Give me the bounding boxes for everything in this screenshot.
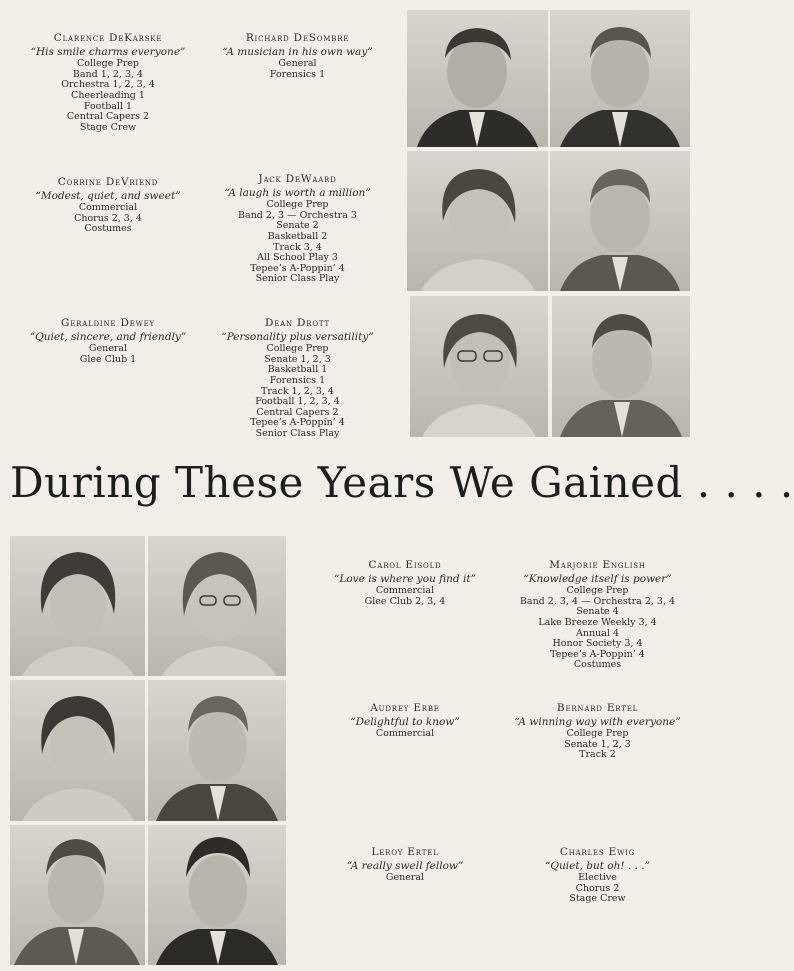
student-quote: “A winning way with everyone”	[514, 715, 681, 728]
student-quote: “Quiet, sincere, and friendly”	[29, 330, 187, 343]
activities-list	[310, 729, 500, 740]
activity-item: College Prep	[566, 585, 629, 597]
activity-item: Glee Club 2, 3, 4	[364, 595, 446, 607]
activity-item: Forensics 1	[269, 68, 326, 80]
activity-item: General	[88, 343, 128, 355]
activity-item: Stage Crew	[569, 893, 626, 905]
portrait-photo	[550, 10, 690, 147]
student-quote: “Personality plus versatility”	[221, 330, 374, 343]
activity-item: Elective	[578, 872, 617, 884]
student-name: Corrine DeVriend	[57, 176, 159, 188]
activity-item: Senate 1, 2, 3	[264, 353, 331, 365]
page-heading: During These Years We Gained . . . .	[10, 458, 794, 507]
activity-item: College Prep	[566, 728, 629, 740]
entry-clarence-dekarske	[18, 33, 198, 133]
activity-item: Senate 1, 2, 3	[564, 738, 631, 750]
activity-item: Lake Breeze Weekly 3, 4	[538, 616, 657, 628]
activity-item: Tepee’s A-Poppin’ 4	[550, 648, 645, 660]
portrait-photo	[407, 10, 548, 147]
activity-item: All School Play 3	[257, 252, 338, 264]
activity-item: Basketball 2	[267, 230, 328, 242]
activities-list	[500, 729, 695, 761]
activities-list	[18, 59, 198, 133]
portrait-photo	[10, 536, 145, 676]
activities-list	[200, 59, 395, 80]
activity-item: Commercial	[375, 585, 435, 597]
activity-item: Costumes	[84, 223, 132, 235]
activity-item: Forensics 1	[269, 374, 326, 386]
entry-carol-eisold	[310, 560, 500, 607]
entry-bernard-ertel	[500, 703, 695, 761]
activity-item: Football 1, 2, 3, 4	[255, 396, 340, 408]
activities-list	[18, 203, 198, 235]
entry-marjorie-english	[500, 560, 695, 671]
activity-item: Stage Crew	[79, 121, 137, 133]
student-quote: “His smile charms everyone”	[30, 45, 186, 58]
activity-item: College Prep	[266, 343, 329, 355]
activities-list	[18, 344, 198, 365]
student-name: Audrey Erbe	[370, 702, 440, 714]
activity-item: General	[278, 58, 317, 70]
student-quote: “Delightful to know”	[350, 715, 460, 728]
entry-geraldine-dewey	[18, 318, 198, 365]
student-quote: “A musician in his own way”	[222, 45, 373, 58]
activity-item: Cheerleading 1	[71, 89, 145, 101]
portrait-photo	[10, 680, 145, 821]
student-name: Richard DeSombre	[245, 32, 350, 44]
student-quote: “A laugh is worth a million”	[224, 186, 371, 199]
activity-item: Tepee’s A-Poppin’ 4	[250, 417, 345, 429]
activity-item: Chorus 2, 3, 4	[74, 212, 142, 224]
activity-item: Senate 2	[276, 220, 319, 232]
activity-item: Orchestra 1, 2, 3, 4	[61, 79, 155, 91]
portrait-photo	[148, 536, 286, 676]
student-quote: “Quiet, but oh! . . .”	[545, 859, 650, 872]
activity-item: Senate 4	[576, 606, 619, 618]
student-name: Carol Eisold	[368, 559, 442, 571]
student-name: Marjorie English	[549, 559, 646, 571]
portrait-photo	[148, 680, 286, 821]
entry-charles-ewig	[500, 847, 695, 905]
activities-list	[500, 586, 695, 671]
student-name: Dean Drott	[265, 317, 330, 329]
activity-item: Band 1, 2, 3, 4	[72, 68, 144, 80]
activity-item: Track 3, 4	[273, 241, 322, 253]
activity-item: Central Capers 2	[256, 406, 339, 418]
entry-leroy-ertel	[310, 847, 500, 884]
student-quote: “Modest, quiet, and sweet”	[35, 189, 181, 202]
activity-item: Tepee’s A-Poppin’ 4	[250, 262, 345, 274]
activity-item: Senior Class Play	[255, 273, 340, 285]
activities-list	[500, 873, 695, 905]
portrait-photo	[407, 151, 548, 291]
activity-item: General	[385, 872, 425, 884]
activities-list	[200, 200, 395, 285]
portrait-photo	[148, 825, 286, 965]
portrait-photo	[552, 296, 690, 437]
activities-list	[310, 873, 500, 884]
entry-richard-desombre	[200, 33, 395, 80]
entry-corrine-devriend	[18, 177, 198, 235]
activity-item: Central Capers 2	[66, 111, 150, 123]
activity-item: Commercial	[78, 202, 138, 214]
activity-item: Track 1, 2, 3, 4	[261, 385, 334, 397]
student-quote: “Knowledge itself is power”	[523, 572, 672, 585]
student-name: Jack DeWaard	[258, 173, 337, 185]
student-name: Clarence DeKarske	[53, 32, 163, 44]
student-quote: “A really swell fellow”	[346, 859, 464, 872]
activity-item: Annual 4	[576, 627, 619, 639]
activity-item: Band 2, 3 — Orchestra 3	[238, 209, 357, 221]
activity-item: College Prep	[76, 58, 140, 70]
activity-item: Band 2, 3, 4 — Orchestra 2, 3, 4	[519, 595, 676, 607]
student-name: Geraldine Dewey	[61, 317, 155, 329]
student-name: Charles Ewig	[559, 846, 636, 858]
student-name: Bernard Ertel	[556, 702, 639, 714]
activity-item: Glee Club 1	[79, 353, 137, 365]
activity-item: College Prep	[266, 199, 329, 211]
activities-list	[200, 344, 395, 439]
entry-dean-drott	[200, 318, 395, 440]
activity-item: Football 1	[83, 100, 133, 112]
entry-jack-dewaard	[200, 174, 395, 285]
portrait-photo	[550, 151, 690, 291]
activities-list	[310, 586, 500, 607]
student-name: Leroy Ertel	[371, 846, 439, 858]
activity-item: Chorus 2	[575, 882, 620, 894]
student-quote: “Love is where you find it”	[334, 572, 476, 585]
activity-item: Senior Class Play	[255, 427, 340, 439]
activity-item: Basketball 1	[267, 364, 328, 376]
portrait-photo	[410, 296, 548, 437]
activity-item: Costumes	[573, 659, 622, 671]
activity-item: Commercial	[375, 728, 435, 740]
portrait-photo	[10, 825, 145, 965]
entry-audrey-erbe	[310, 703, 500, 740]
activity-item: Honor Society 3, 4	[552, 638, 643, 650]
activity-item: Track 2	[579, 749, 616, 761]
